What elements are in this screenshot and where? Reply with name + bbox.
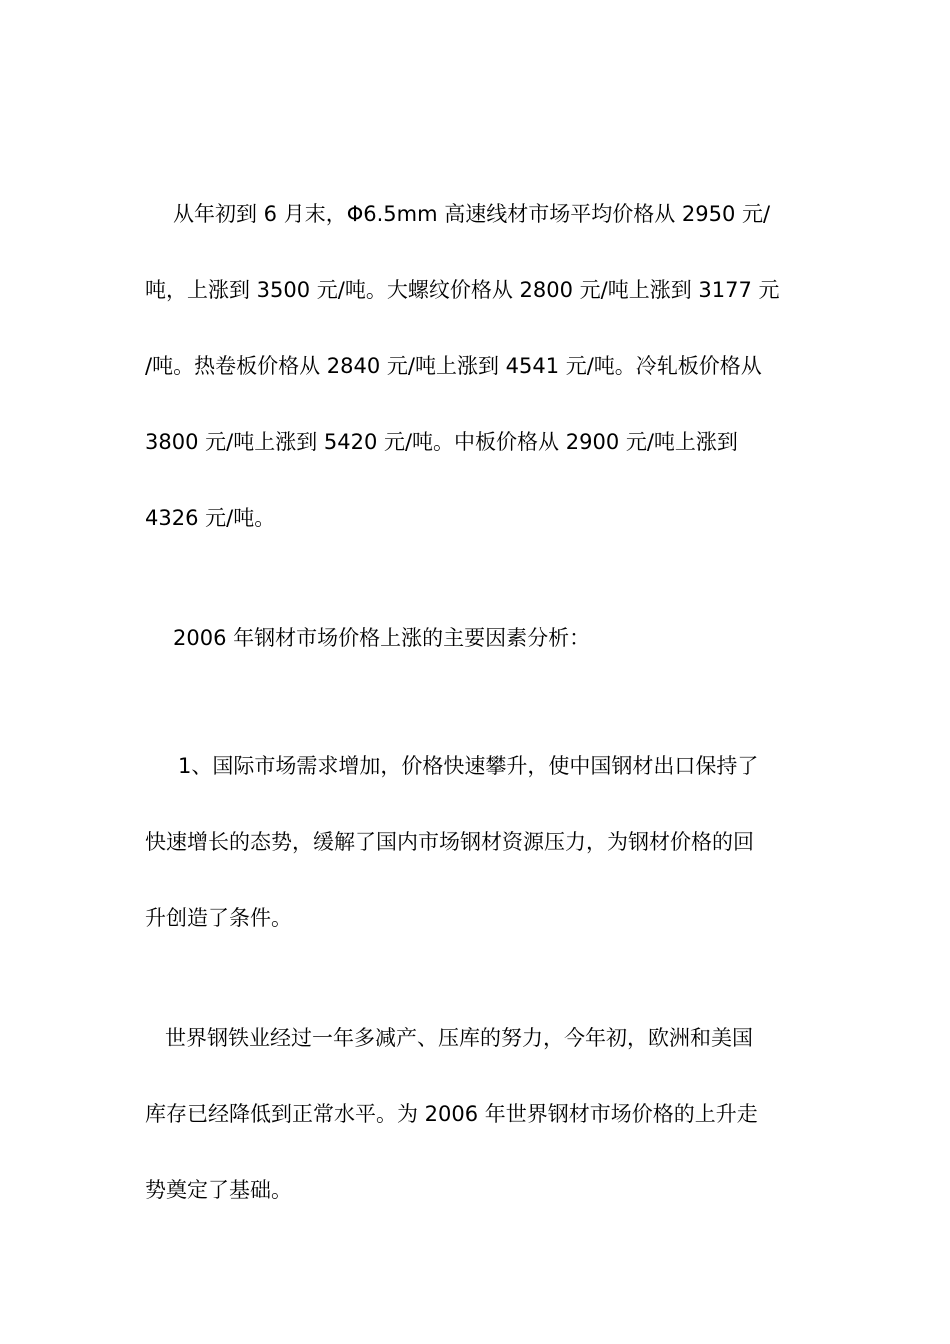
paragraph-factor-1: [145, 728, 810, 956]
text-line: 世界钢铁业经过一年多减产、压库的努力，今年初，欧洲和美国: [165, 1026, 753, 1050]
text-line: 库存已经降低到正常水平。为 2006 年世界钢材市场价格的上升走: [145, 1102, 758, 1126]
text-line: 吨，上涨到 3500 元/吨。大螺纹价格从 2800 元/吨上涨到 3177 元: [145, 278, 780, 302]
text-line: 2006 年钢材市场价格上涨的主要因素分析：: [173, 626, 591, 650]
text-line: 3800 元/吨上涨到 5420 元/吨。中板价格从 2900 元/吨上涨到: [145, 430, 738, 454]
text-line: 从年初到 6 月末，Φ6.5mm 高速线材市场平均价格从 2950 元/: [173, 202, 771, 226]
text-line: 势奠定了基础。: [145, 1178, 292, 1202]
text-line: 4326 元/吨。: [145, 506, 276, 530]
text-line: 1、国际市场需求增加，价格快速攀升，使中国钢材出口保持了: [178, 754, 759, 778]
paragraph-steel-prices: [145, 176, 810, 556]
text-line: 升创造了条件。: [145, 906, 292, 930]
text-line: 快速增长的态势，缓解了国内市场钢材资源压力，为钢材价格的回: [145, 830, 754, 854]
text-line: /吨。热卷板价格从 2840 元/吨上涨到 4541 元/吨。冷轧板价格从: [145, 354, 762, 378]
paragraph-world-steel: [145, 1000, 810, 1228]
section-heading-factor-analysis: [145, 600, 838, 676]
